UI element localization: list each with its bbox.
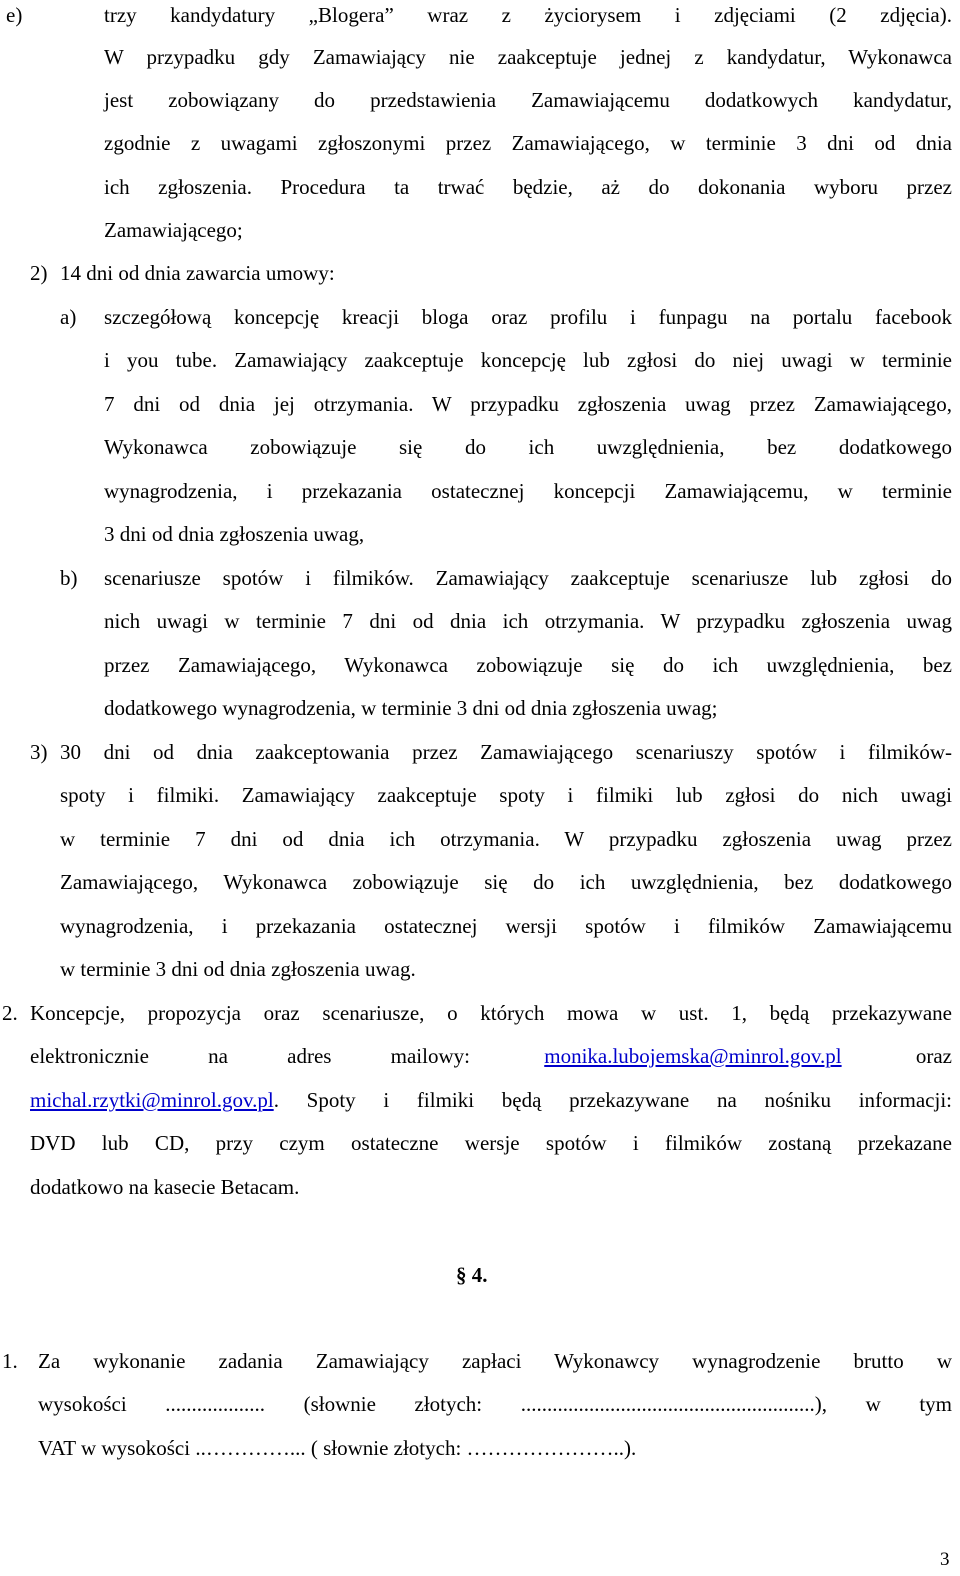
paragraph-line: Zamawiającego, Wykonawca zobowiązuje się do ich uwzględnienia, bez dodatkowego [60,870,952,894]
email-link-michal[interactable]: michal.rzytki@minrol.gov.pl [30,1088,274,1112]
list-label: b) [60,566,78,590]
line-rest: . Spoty i filmiki będą przekazywane na nośniku informacji: [273,1088,952,1112]
paragraph-line: ich zgłoszenia. Procedura ta trwać będzie, aż do dokonania wyboru przez [104,175,952,199]
paragraph-line: spoty i filmiki. Zamawiający zaakceptuje spoty i filmiki lub zgłosi do nich uwagi [60,783,952,807]
paragraph-line: i you tube. Zamawiający zaakceptuje koncepcję lub zgłosi do niej uwagi w terminie [104,348,952,372]
email-link-monika[interactable]: monika.lubojemska@minrol.gov.pl [544,1044,842,1068]
paragraph-line-emails [30,1041,952,1071]
paragraph-line: jest zobowiązany do przedstawienia Zamawiającemu dodatkowych kandydatur, [104,88,952,112]
list-label: 3) [30,740,48,764]
paragraph-line: nich uwagi w terminie 7 dni od dnia ich otrzymania. W przypadku zgłoszenia uwag [104,609,952,633]
word: mailowy: [390,1044,470,1068]
paragraph-line: 3 dni od dnia zgłoszenia uwag, [104,522,365,546]
paragraph-line: dodatkowego wynagrodzenia, w terminie 3 dni od dnia zgłoszenia uwag; [104,696,718,720]
paragraph-line: trzy kandydatury „Blogera” wraz z życiorysem i zdjęciami (2 zdjęcia). [104,3,952,27]
paragraph-line: scenariusze spotów i filmików. Zamawiający zaakceptuje scenariusze lub zgłosi do [104,566,952,590]
paragraph-line: wysokości ................... (słownie złotych: ........................................................), w tym [38,1392,952,1416]
paragraph-line: szczegółową koncepcję kreacji bloga oraz profilu i funpagu na portalu facebook [104,305,952,329]
list-label: 2) [30,261,48,285]
email-prefix-words [30,1041,470,1071]
section-heading: § 4. [456,1263,488,1287]
paragraph-line: Zamawiającego; [104,218,243,242]
list-label: e) [6,3,23,27]
paragraph-label: 2. [2,1001,18,1025]
word: adres [287,1044,332,1068]
list-label: a) [60,305,77,329]
paragraph-line: dodatkowo na kasecie Betacam. [30,1175,300,1199]
paragraph-line: Wykonawca zobowiązuje się do ich uwzględnienia, bez dodatkowego [104,435,952,459]
word: na [208,1044,228,1068]
paragraph-line [30,1085,952,1115]
paragraph-line: wynagrodzenia, i przekazania ostatecznej wersji spotów i filmików Zamawiającemu [60,914,952,938]
paragraph-line: DVD lub CD, przy czym ostateczne wersje spotów i filmików zostaną przekazane [30,1131,952,1155]
paragraph-line: 14 dni od dnia zawarcia umowy: [60,261,335,285]
page-number: 3 [940,1549,950,1570]
paragraph-line: Za wykonanie zadania Zamawiający zapłaci Wykonawcy wynagrodzenie brutto w [38,1349,952,1373]
paragraph-line: 30 dni od dnia zaakceptowania przez Zamawiającego scenariuszy spotów i filmików- [60,740,952,764]
email-suffix: oraz [915,1044,952,1068]
paragraph-line: W przypadku gdy Zamawiający nie zaakceptuje jednej z kandydatur, Wykonawca [104,45,952,69]
paragraph-line: w terminie 3 dni od dnia zgłoszenia uwag. [60,957,416,981]
paragraph-line: 7 dni od dnia jej otrzymania. W przypadku zgłoszenia uwag przez Zamawiającego, [104,392,952,416]
paragraph-line: Koncepcje, propozycja oraz scenariusze, o których mowa w ust. 1, będą przekazywane [30,1001,952,1025]
paragraph-line: wynagrodzenia, i przekazania ostatecznej koncepcji Zamawiającemu, w terminie [104,479,952,503]
paragraph-line: przez Zamawiającego, Wykonawca zobowiązuje się do ich uwzględnienia, bez [104,653,952,677]
paragraph-line: w terminie 7 dni od dnia ich otrzymania. W przypadku zgłoszenia uwag przez [60,827,952,851]
paragraph-label: 1. [2,1349,18,1373]
paragraph-line: zgodnie z uwagami zgłoszonymi przez Zamawiającego, w terminie 3 dni od dnia [104,131,952,155]
word: elektronicznie [30,1044,149,1068]
paragraph-line: VAT w wysokości ..…………... ( słownie złotych: …………………..). [38,1436,637,1460]
